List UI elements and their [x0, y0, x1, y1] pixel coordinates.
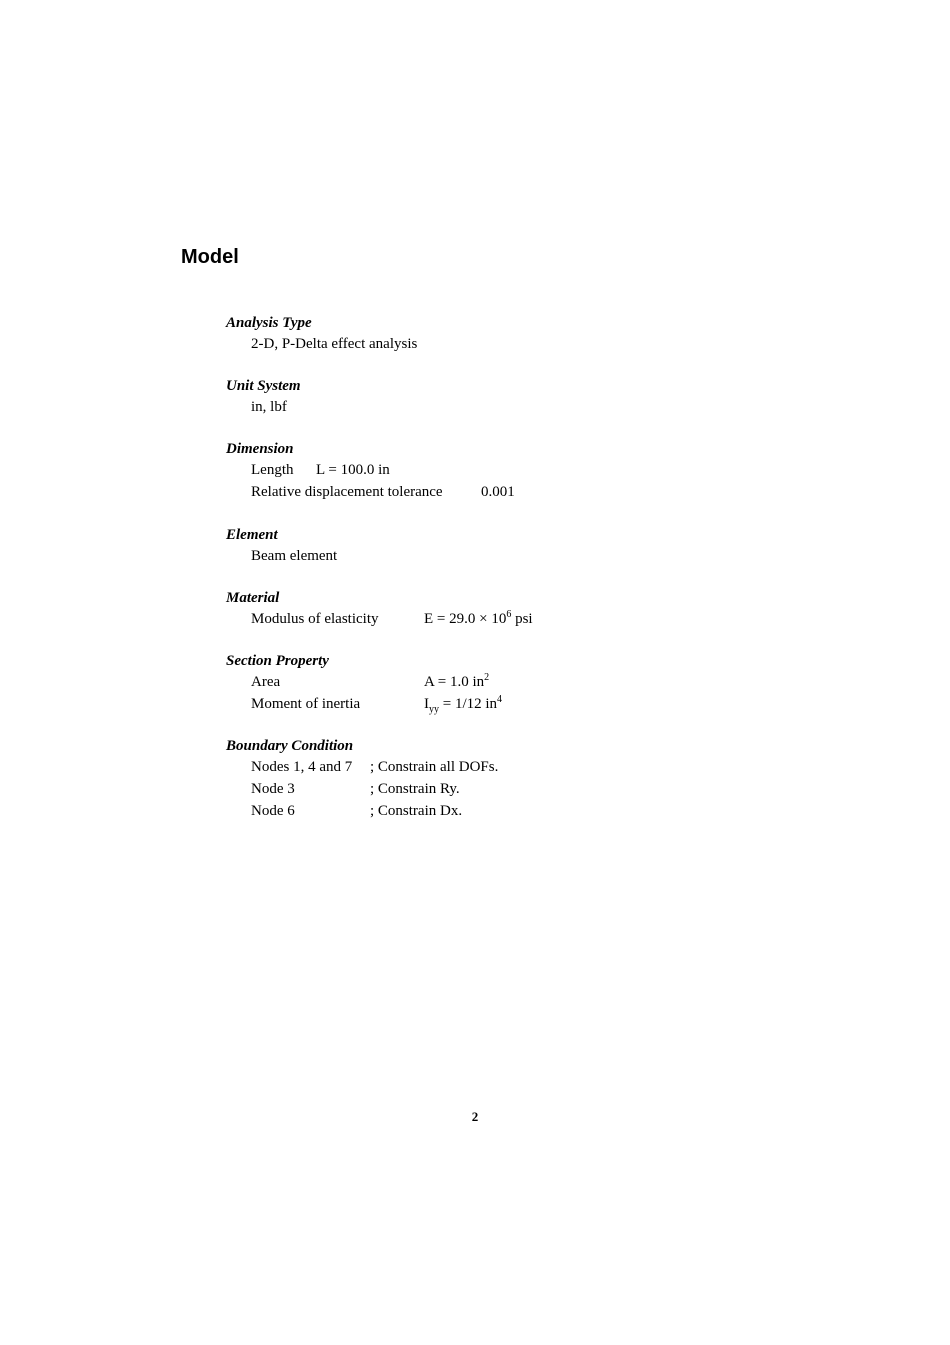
- analysis-type-heading: Analysis Type: [226, 315, 312, 331]
- boundary-constraint: ; Constrain Ry.: [370, 781, 460, 797]
- inertia-subscript: yy: [429, 704, 439, 715]
- boundary-constraint: ; Constrain Dx.: [370, 803, 463, 819]
- inertia-exponent: 4: [497, 694, 503, 705]
- inertia-value: $I_{yy} = 1/12$ $in^4$: [424, 694, 503, 715]
- unit-system-value: in, lbf: [251, 399, 287, 415]
- page-title: Model: [181, 246, 239, 268]
- area-label: Area: [251, 674, 281, 690]
- boundary-nodes: Nodes 1, 4 and 7: [251, 759, 353, 775]
- length-label: Length: [251, 462, 294, 478]
- material-heading: Material: [226, 590, 280, 606]
- element-heading: Element: [226, 527, 278, 543]
- area-exponent: 2: [484, 672, 490, 683]
- page-number: 2: [471, 1109, 479, 1124]
- area-value: A = 1.0 $in^2$: [424, 672, 490, 690]
- modulus-value: $E = 29.0 \times 10^6$ psi: [424, 609, 533, 627]
- modulus-exponent: 6: [506, 609, 512, 620]
- tolerance-value: 0.001: [481, 484, 515, 500]
- length-value: L = 100.0 in: [316, 462, 390, 478]
- dimension-heading: Dimension: [226, 441, 294, 457]
- element-value: Beam element: [251, 548, 338, 564]
- inertia-label: Moment of inertia: [251, 696, 361, 712]
- analysis-type-value: 2-D, P-Delta effect analysis: [251, 336, 418, 352]
- boundary-constraint: ; Constrain all DOFs.: [370, 759, 499, 775]
- boundary-condition-heading: Boundary Condition: [226, 738, 354, 754]
- section-property-heading: Section Property: [226, 653, 329, 669]
- tolerance-label: Relative displacement tolerance: [251, 484, 443, 500]
- boundary-nodes: Node 6: [251, 803, 295, 819]
- boundary-nodes: Node 3: [251, 781, 295, 797]
- modulus-label: Modulus of elasticity: [251, 611, 379, 627]
- unit-system-heading: Unit System: [226, 378, 301, 394]
